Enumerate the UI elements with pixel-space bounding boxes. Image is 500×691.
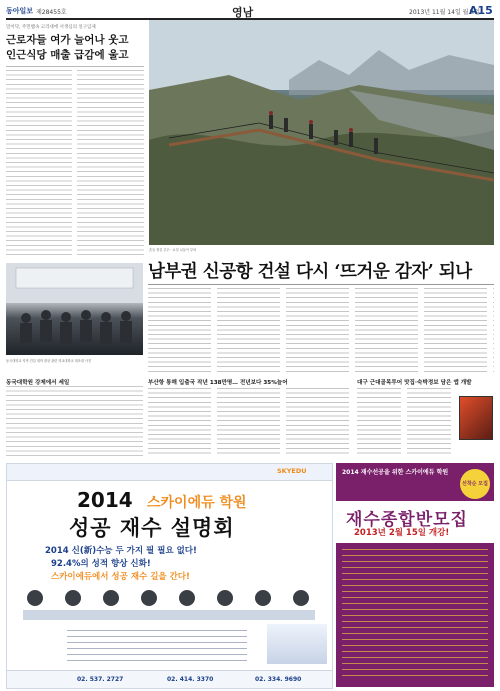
- ad-contact-bar: [7, 670, 332, 689]
- skyedu-ad-left[interactable]: [6, 463, 333, 689]
- ad-right-details: [342, 549, 488, 679]
- ad-phone1[interactable]: 02. 537. 2727: [77, 676, 124, 683]
- ad-right-title: 재수종합반모집: [346, 510, 468, 530]
- ad-copy2: 92.4%의 성적 향상 신화!: [51, 559, 151, 569]
- divider: [6, 66, 144, 67]
- sub-story2-headline: 대구 근대골목투어 맛집·숙박정보 담은 앱 개발: [357, 380, 472, 386]
- people-photo-caption: 동국대학교 지역 건설 대학 대상 관련 학교대학교 대조대 사진: [6, 359, 92, 363]
- page-number: A15: [469, 4, 493, 17]
- left-story-body-col2: [77, 70, 144, 258]
- main-photo-illustration: [149, 20, 494, 245]
- ad-right-date: 2013년 2월 15일 개강!: [354, 528, 450, 538]
- ad-copy1: 2014 신(新)수능 두 가지 필 필요 없다!: [45, 546, 197, 556]
- ad-right-badge: 선착순 모집: [460, 469, 490, 499]
- book-cover-image: [459, 396, 493, 440]
- ad-right-title-box: [336, 501, 494, 543]
- ad-teacher-photos: [15, 584, 324, 624]
- sub-story3-body: [6, 386, 143, 456]
- left-story-body-col1: [6, 70, 72, 258]
- main-photo-cliff-walkway: [149, 20, 494, 245]
- left-headline: [6, 33, 146, 63]
- people-group-photo: [6, 263, 143, 355]
- left-kicker: 밀어닥, 주민쌤속 고리대에 서생심의 일구입제: [6, 25, 96, 30]
- ad-phone3[interactable]: 02. 334. 9690: [255, 676, 302, 683]
- left-headline-line2: 인근식당 매출 급감에 울고: [6, 49, 129, 61]
- page-header: [6, 4, 494, 20]
- sub-story1-body: [148, 388, 352, 456]
- sub-story2-body: [357, 388, 455, 456]
- ad-year: 2014: [77, 488, 133, 512]
- ad-brand: SKYEDU: [277, 467, 307, 475]
- people-group-illustration: [6, 263, 143, 355]
- main-story-body: [148, 288, 494, 374]
- main-headline: 남부권 신공항 건설 다시 ‘뜨거운 감자’ 되나: [148, 262, 472, 282]
- issue-date: 2013년 11월 14일 월요일: [409, 9, 481, 16]
- sub-story1-headline: 부산항 통해 입출국 작년 138만명… 전년보다 35%늘어: [148, 380, 288, 386]
- skyedu-ad-right[interactable]: [336, 463, 494, 687]
- sub-story3-headline: 동국대학원 강제에서 세일: [6, 380, 70, 386]
- left-headline-line1: 근로자들 여가 늘어나 웃고: [6, 34, 129, 46]
- divider: [148, 284, 494, 285]
- main-photo-caption: 흔들 정감 추우·· 요일 나들이 부처: [149, 248, 197, 252]
- issue-number: 제28455호: [36, 9, 67, 16]
- teacher-portraits: [15, 584, 324, 624]
- ad-copy3: 스카이에듀에서 성공 재수 길을 간다!: [51, 572, 190, 582]
- ad-right-kicker: 2014 재수선공을 위한 스카이에듀 학원: [342, 469, 449, 476]
- newspaper-brand: 동아일보: [6, 7, 34, 15]
- ad-subtitle: 성공 재수 설명회: [69, 516, 235, 540]
- ad-schedule: [67, 630, 247, 664]
- ad-title: 스카이에듀 학원: [147, 495, 247, 511]
- section-title: 영남: [232, 6, 254, 19]
- ad-person-photo: [267, 624, 327, 664]
- ad-phone2[interactable]: 02. 414. 3370: [167, 676, 214, 683]
